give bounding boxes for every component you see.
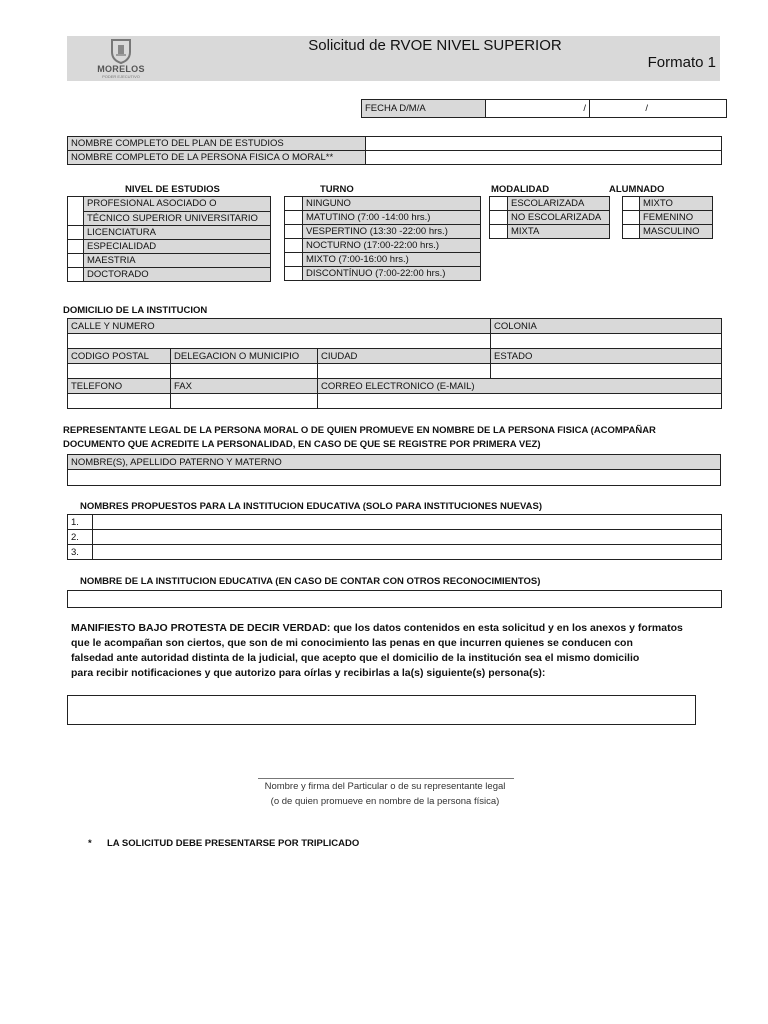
footnote (88, 838, 359, 849)
option-label: NINGUNO (303, 197, 481, 211)
fecha-day-month-field[interactable] (486, 100, 590, 118)
domicilio-table (67, 318, 722, 409)
calle-label: CALLE Y NUMERO (68, 319, 491, 334)
option-label: MAESTRIA (84, 254, 271, 268)
turno-table (284, 196, 481, 281)
option-label: DISCONTÍNUO (7:00-22:00 hrs.) (303, 267, 481, 281)
representante-heading-line1: REPRESENTANTE LEGAL DE LA PERSONA MORAL O DE QUIEN PROMUEVE EN NOMBRE DE LA PERSONA FISICA (ACOMPAÑAR (63, 425, 656, 436)
colonia-label: COLONIA (491, 319, 722, 334)
manifiesto-line: MANIFIESTO BAJO PROTESTA DE DECIR VERDAD: que los datos contenidos en esta solicitud y en los anexos y formatos (71, 622, 683, 634)
checkbox[interactable] (68, 226, 84, 240)
modalidad-table (489, 196, 610, 239)
ciudad-label: CIUDAD (318, 349, 491, 364)
checkbox[interactable] (285, 225, 303, 239)
checkbox[interactable] (285, 211, 303, 225)
representante-name-label: NOMBRE(S), APELLIDO PATERNO Y MATERNO (68, 455, 721, 470)
option-label: MASCULINO (640, 225, 713, 239)
colonia-field[interactable] (491, 334, 722, 349)
signature-caption-line2: (o de quien promueve en nombre de la persona física) (270, 796, 500, 807)
checkbox[interactable] (285, 267, 303, 281)
ciudad-field[interactable] (318, 364, 491, 379)
checkbox[interactable] (285, 239, 303, 253)
option-label: NO ESCOLARIZADA (508, 211, 610, 225)
correo-label: CORREO ELECTRONICO (E-MAIL) (318, 379, 722, 394)
option-label: PROFESIONAL ASOCIADO O (84, 197, 271, 212)
manifiesto-line: para recibir notificaciones y que autorizo para oírlas y recibirlas a la(s) siguiente(s) persona(s): (71, 667, 546, 679)
option-label: ESPECIALIDAD (84, 240, 271, 254)
format-number: Formato 1 (647, 54, 716, 71)
checkbox[interactable] (285, 253, 303, 267)
signature-line (258, 778, 514, 779)
delegacion-field[interactable] (171, 364, 318, 379)
checkbox[interactable] (490, 197, 508, 211)
estado-field[interactable] (491, 364, 722, 379)
row-number: 2. (68, 530, 93, 545)
checkbox[interactable] (68, 268, 84, 282)
logo-text: MORELOS (97, 64, 145, 74)
option-label: ESCOLARIZADA (508, 197, 610, 211)
fecha-year-field[interactable] (590, 100, 727, 118)
option-label: MIXTO (7:00-16:00 hrs.) (303, 253, 481, 267)
turno-heading: TURNO (320, 184, 354, 195)
option-label: TÉCNICO SUPERIOR UNIVERSITARIO (84, 211, 271, 226)
fecha-table (361, 99, 727, 118)
persona-name-label: NOMBRE COMPLETO DE LA PERSONA FISICA O MORAL** (68, 151, 366, 165)
proposed-name-field[interactable] (93, 545, 722, 560)
checkbox[interactable] (623, 225, 640, 239)
option-label: MATUTINO (7:00 -14:00 hrs.) (303, 211, 481, 225)
option-label: DOCTORADO (84, 268, 271, 282)
manifiesto-line: que le acompañan son ciertos, que son de mi conocimiento las penas en que incurren quienes se conducen con (71, 637, 633, 649)
estado-label: ESTADO (491, 349, 722, 364)
representante-table (67, 454, 721, 486)
correo-field[interactable] (318, 394, 722, 409)
checkbox[interactable] (68, 240, 84, 254)
representante-name-field[interactable] (68, 470, 721, 486)
nivel-table (67, 196, 271, 282)
otros-name-field[interactable] (67, 590, 722, 608)
plan-name-field[interactable] (366, 137, 722, 151)
checkbox[interactable] (285, 197, 303, 211)
telefono-label: TELEFONO (68, 379, 171, 394)
checkbox[interactable] (623, 197, 640, 211)
persona-name-field[interactable] (366, 151, 722, 165)
checkbox[interactable] (68, 254, 84, 268)
cp-field[interactable] (68, 364, 171, 379)
cp-label: CODIGO POSTAL (68, 349, 171, 364)
representante-heading-line2: DOCUMENTO QUE ACREDITE LA PERSONALIDAD, EN CASO DE QUE SE REGISTRE POR PRIMERA VEZ) (63, 439, 541, 450)
plan-table (67, 136, 722, 165)
propuestos-heading: NOMBRES PROPUESTOS PARA LA INSTITUCION EDUCATIVA (SOLO PARA INSTITUCIONES NUEVAS) (80, 501, 543, 512)
calle-field[interactable] (68, 334, 491, 349)
domicilio-heading: DOMICILIO DE LA INSTITUCION (63, 305, 208, 316)
plan-name-label: NOMBRE COMPLETO DEL PLAN DE ESTUDIOS (68, 137, 366, 151)
autorizados-field[interactable] (67, 695, 696, 725)
option-label: MIXTA (508, 225, 610, 239)
footnote-text: LA SOLICITUD DEBE PRESENTARSE POR TRIPLICADO (106, 838, 360, 849)
modalidad-heading: MODALIDAD (491, 184, 550, 195)
date-separator: / (583, 103, 586, 114)
asterisk: * (88, 838, 92, 849)
checkbox[interactable] (623, 211, 640, 225)
morelos-logo (86, 38, 156, 82)
propuestos-table (67, 514, 722, 560)
option-label: LICENCIATURA (84, 226, 271, 240)
option-label: MIXTO (640, 197, 713, 211)
date-separator: / (645, 103, 648, 114)
delegacion-label: DELEGACION O MUNICIPIO (171, 349, 318, 364)
fecha-label: FECHA D/M/A (362, 100, 486, 118)
row-number: 3. (68, 545, 93, 560)
otros-heading: NOMBRE DE LA INSTITUCION EDUCATIVA (EN CASO DE CONTAR CON OTROS RECONOCIMIENTOS) (80, 576, 541, 587)
option-label: FEMENINO (640, 211, 713, 225)
telefono-field[interactable] (68, 394, 171, 409)
nivel-heading: NIVEL DE ESTUDIOS (125, 184, 220, 195)
proposed-name-field[interactable] (93, 515, 722, 530)
checkbox[interactable] (490, 211, 508, 225)
option-label: VESPERTINO (13:30 -22:00 hrs.) (303, 225, 481, 239)
signature-caption-line1: Nombre y firma del Particular o de su representante legal (264, 781, 506, 792)
proposed-name-field[interactable] (93, 530, 722, 545)
manifiesto-text (71, 621, 711, 681)
alumnado-table (622, 196, 713, 239)
fax-label: FAX (171, 379, 318, 394)
checkbox[interactable] (490, 225, 508, 239)
page-title: Solicitud de RVOE NIVEL SUPERIOR (308, 37, 562, 54)
checkbox[interactable] (68, 197, 84, 226)
shield-icon (109, 38, 133, 64)
row-number: 1. (68, 515, 93, 530)
logo-subtext: PODER EJECUTIVO (102, 74, 140, 79)
fax-field[interactable] (171, 394, 318, 409)
manifiesto-line: falsedad ante autoridad distinta de la judicial, que acepto que el domicilio de la institución sea el mismo domicilio (71, 652, 640, 664)
alumnado-heading: ALUMNADO (609, 184, 665, 195)
option-label: NOCTURNO (17:00-22:00 hrs.) (303, 239, 481, 253)
